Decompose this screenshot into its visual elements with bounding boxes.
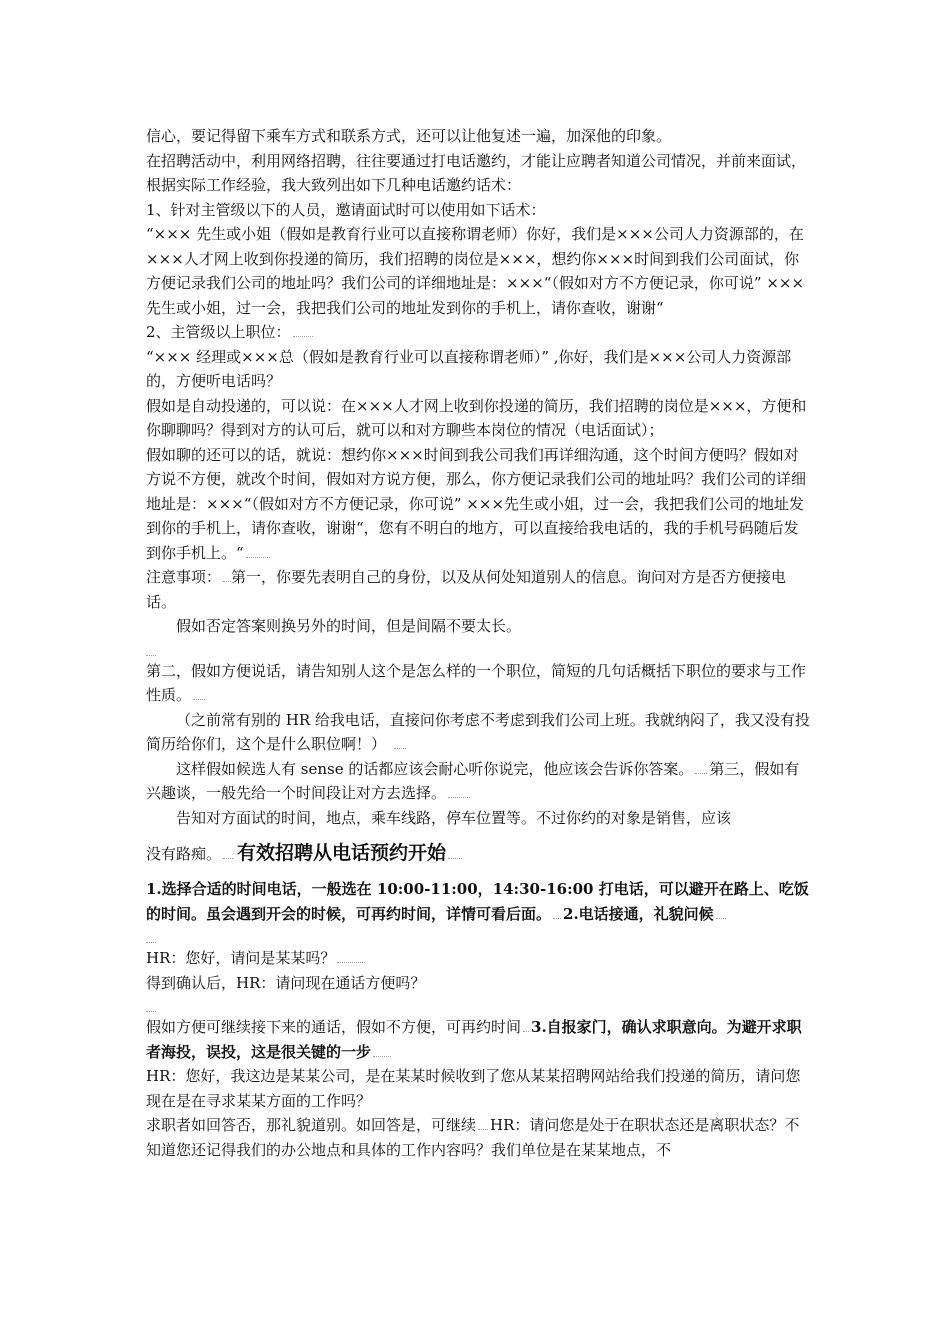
dotted-leader <box>448 787 470 798</box>
dotted-leader <box>146 1001 156 1012</box>
section-heading: 有效招聘从电话预约开始 <box>237 842 447 864</box>
dotted-leader <box>695 763 707 774</box>
paragraph <box>146 708 811 757</box>
paragraph: 信心，要记得留下乘车方式和联系方式，还可以让他复述一遍，加深他的印象。 <box>146 127 672 145</box>
paragraph-text: 这样假如候选人有 sense 的话都应该会耐心听你说完，他应该会告诉你答案。 <box>176 759 694 778</box>
heading-line <box>146 836 811 871</box>
dotted-leader <box>373 1046 391 1057</box>
paragraph: 假如否定答案则换另外的时间，但是间隔不要太长。 <box>176 617 522 635</box>
paragraph <box>146 443 811 566</box>
paragraph-text: 1.选择合适的时间电话，一般选在 10:00-11:00，14:30-16:00 打电话，可以避开在路上、吃饭的时间。虽会遇到开会的时候，可再约时间，详情可看后面。 <box>146 880 809 923</box>
dotted-leader <box>523 1021 529 1032</box>
note-label: 注意事项： <box>146 568 222 586</box>
paragraph <box>146 757 811 806</box>
document-page <box>146 124 811 1162</box>
dotted-leader <box>337 952 365 963</box>
paragraph-text: 假如聊的还可以的话，就说：想约你×××时间到我公司我们再详细沟通，这个时间方便吗？假如对方说不方便，就改个时间，假如对方说方便，那么，你方便记录我们公司的地址吗？我们公司的详细地址是：×××“（假如对方不方便记录，你可说” ×××先生或小姐，过一会，我把我们公司的地址发到你的手机上，请你查收，谢谢“，您有不明白的地方，可以直接给我电话的，我的手机号码随后发到你手机上。“ <box>146 445 807 562</box>
paragraph-text: 2、主管级以上职位： <box>146 323 291 341</box>
dotted-leader <box>223 848 233 859</box>
paragraph: HR：您好，我这边是某某公司，是在某某时候收到了您从某某招聘网站给我们投递的简历，请问您现在是在寻求某某方面的工作吗？ <box>146 1067 801 1110</box>
paragraph-text: 假如方便可继续接下来的通话，假如不方便，可再约时间 <box>146 1018 522 1036</box>
paragraph <box>146 320 811 345</box>
dotted-leader <box>553 908 561 919</box>
paragraph <box>146 565 811 614</box>
paragraph <box>146 659 811 708</box>
dotted-leader <box>223 571 231 582</box>
paragraph <box>146 1015 811 1064</box>
paragraph: 假如是自动投递的，可以说：在×××人才网上收到你投递的简历，我们招聘的岗位是×××，方便和你聊聊吗？得到对方的认可后，就可以和对方聊些本岗位的情况（电话面试）； <box>146 396 807 439</box>
paragraph: 得到确认后，HR：请问现在通话方便吗？ <box>146 973 426 992</box>
dotted-leader <box>246 547 270 558</box>
dotted-leader <box>193 689 205 700</box>
paragraph-text: 2.电话接通，礼貌问候 <box>563 904 714 923</box>
paragraph <box>146 946 811 971</box>
paragraph-text: 3.自报家门，确认求职意向。为避开求职者海投，误投，这是很关键的一步 <box>146 1018 802 1061</box>
paragraph: 在招聘活动中，利用网络招聘，往往要通过打电话邀约，才能让应聘者知道公司情况，并前来面试，根据实际工作经验，我大致列出如下几种电话邀约话术： <box>146 151 807 194</box>
spacer <box>146 926 811 946</box>
spacer <box>146 639 811 659</box>
dotted-leader <box>293 326 313 337</box>
dotted-leader <box>716 908 726 919</box>
paragraph <box>146 1113 811 1162</box>
paragraph-text: 没有路痴。 <box>146 845 222 863</box>
spacer <box>146 995 811 1015</box>
paragraph-text: HR：请问您是处于在职状态还是离职状态？不知道您还记得我们的办公地点和具体的工作内容吗？我们单位是在某某地点，不 <box>146 1116 800 1159</box>
paragraph: 1、针对主管级以下的人员，邀请面试时可以使用如下话术： <box>146 200 546 219</box>
paragraph-text: （之前常有别的 HR 给我电话，直接问你考虑不考虑到我们公司上班。我就纳闷了，我又没有投简历给你们，这个是什么职位啊！） <box>146 710 810 753</box>
paragraph: 告知对方面试的时间，地点，乘车线路，停车位置等。不过你约的对象是销售，应该 <box>176 808 732 827</box>
dotted-leader <box>394 738 406 749</box>
paragraph: “××× 先生或小姐（假如是教育行业可以直接称谓老师）你好，我们是×××公司人力资源部的，在×××人才网上收到你投递的简历，我们招聘的岗位是×××，想约你×××时间到我们公司面试，你方便记录我们公司的地址吗？我们公司的详细地址是：×××“（假如对方不方便记录，你可说” ×××先生或小姐，过一会，我把我们公司的地址发到你的手机上，请你查收，谢谢“ <box>146 225 805 317</box>
paragraph-text: HR：您好，请问是某某吗？ <box>146 949 336 967</box>
dotted-leader <box>448 848 462 859</box>
dotted-leader <box>478 1119 488 1130</box>
dotted-leader <box>146 932 156 943</box>
paragraph <box>146 877 811 926</box>
dotted-leader <box>146 645 156 656</box>
paragraph: “××× 经理或×××总（假如是教育行业可以直接称谓老师）” ,你好，我们是×××公司人力资源部的，方便听电话吗？ <box>146 347 792 390</box>
paragraph-text: 求职者如回答否，那礼貌道别。如回答是，可继续 <box>146 1116 477 1134</box>
paragraph-text: 第三，假如有兴趣谈，一般先给一个时间段让对方去选择。 <box>146 759 800 802</box>
paragraph-text: 第二，假如方便说话，请告知别人这个是怎么样的一个职位，简短的几句话概括下职位的要求与工作性质。 <box>146 661 807 704</box>
paragraph-text: 第一，你要先表明自己的身份，以及从何处知道别人的信息。询问对方是否方便接电话。 <box>146 568 787 611</box>
